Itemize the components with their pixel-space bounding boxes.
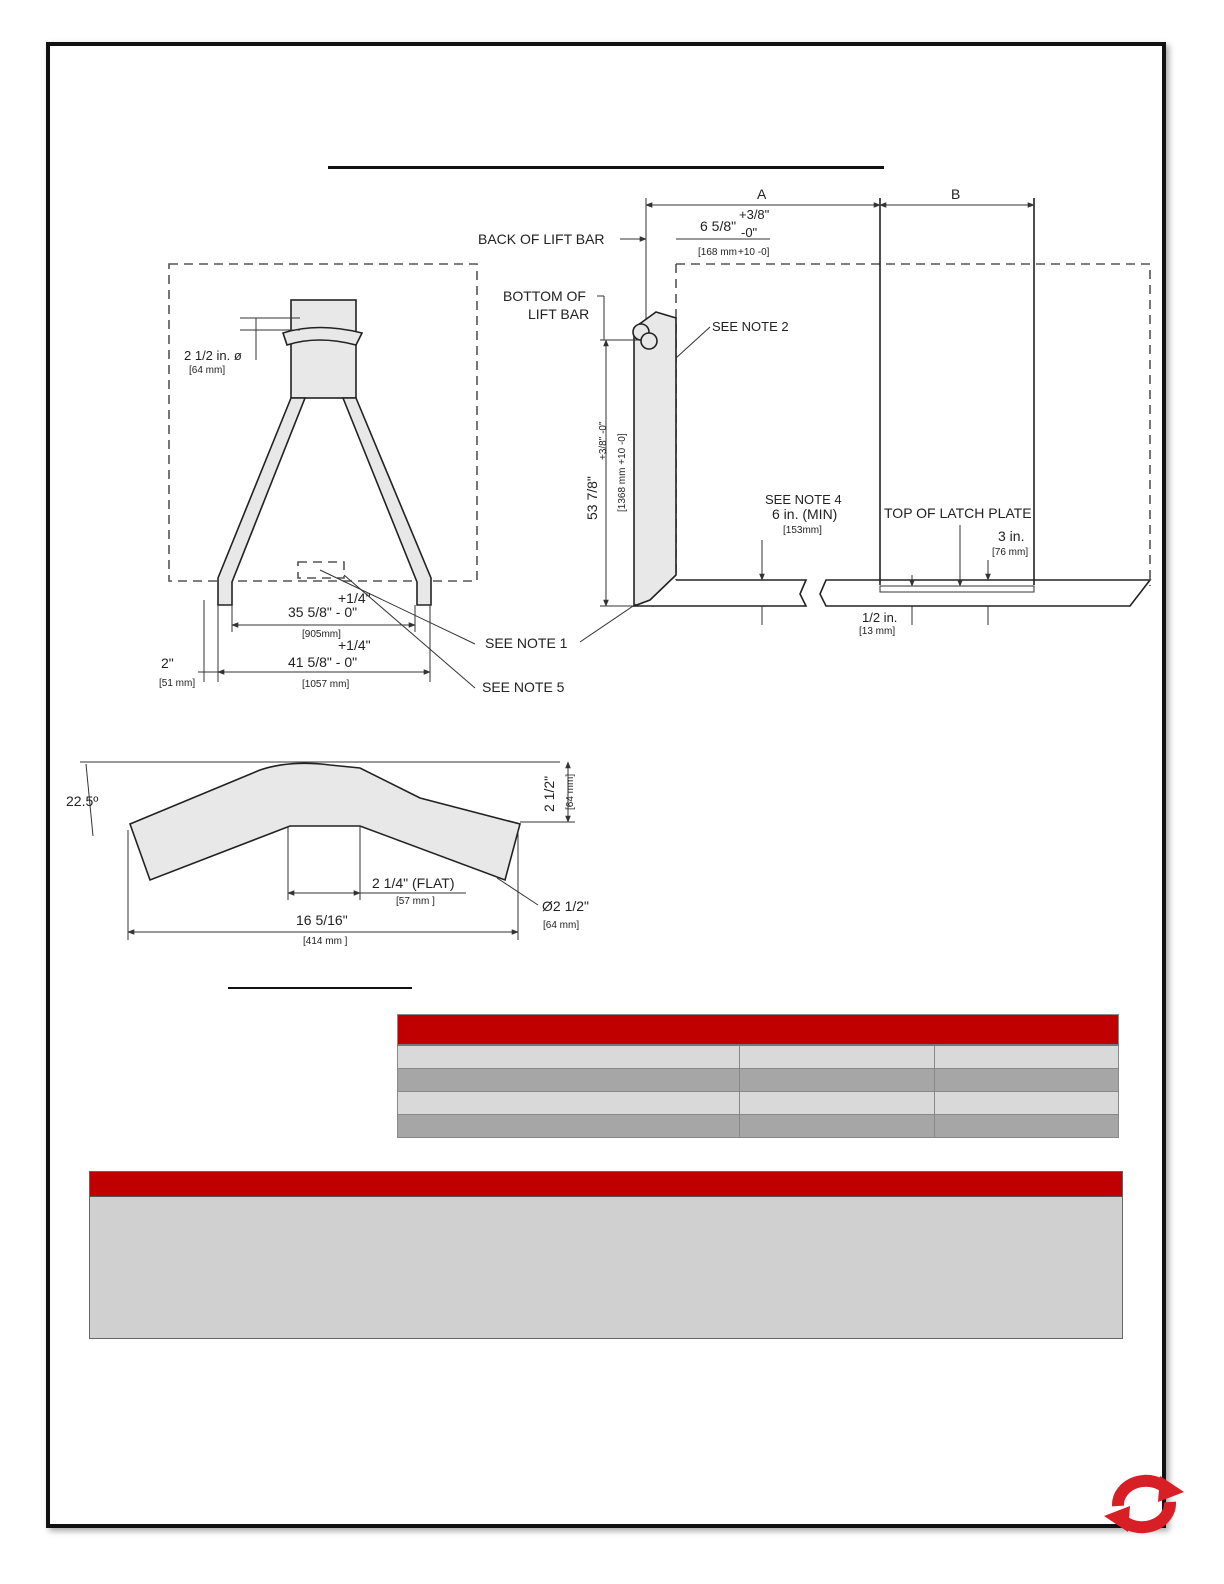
- plate-dimension: 1/2 in.: [862, 610, 898, 625]
- min-dimension: 6 in. (MIN): [772, 506, 838, 522]
- latch-dimension: 3 in.: [998, 528, 1025, 544]
- outer-width-mm: [1057 mm]: [302, 679, 350, 690]
- back-of-lift-bar-label: BACK OF LIFT BAR: [478, 231, 605, 247]
- bar-height-mm: [64 mm]: [565, 773, 576, 810]
- back-dimension: 6 5/8": [700, 218, 737, 234]
- notes-box: [89, 1171, 1123, 1339]
- lift-bar-column: [291, 300, 356, 398]
- left-leg: [218, 398, 305, 605]
- dimension-a: A: [757, 186, 767, 202]
- dimension-b: B: [951, 186, 961, 202]
- back-dimension-mm-tol: +10 -0]: [738, 247, 770, 258]
- see-note-1: SEE NOTE 1: [485, 635, 568, 651]
- spec-table-header: [398, 1015, 1119, 1045]
- bar-detail-view: [66, 762, 589, 947]
- table-row: [398, 1114, 1119, 1137]
- section-underline: [228, 987, 412, 989]
- table-cell: [398, 1068, 740, 1091]
- bent-bar-profile: [130, 763, 520, 880]
- table-cell: [740, 1091, 935, 1114]
- see-note-2: SEE NOTE 2: [712, 319, 789, 334]
- circular-arrows-logo-icon: [1098, 1462, 1190, 1546]
- inner-width-mm: [905mm]: [302, 629, 341, 640]
- table-cell: [398, 1091, 740, 1114]
- height-dimension: 53 7/8": [584, 476, 600, 520]
- side-view-envelope: [676, 264, 1150, 586]
- bend-angle: 22.5º: [66, 793, 99, 809]
- back-dimension-mm: [168 mm: [698, 247, 737, 258]
- bar-length-mm: [414 mm ]: [303, 936, 348, 947]
- bar-diameter: Ø2 1/2": [542, 898, 589, 914]
- table-cell: [935, 1045, 1119, 1069]
- table-cell: [740, 1068, 935, 1091]
- back-tolerance-plus: +3/8": [739, 207, 770, 222]
- spec-table: [397, 1014, 1119, 1138]
- flat-dimension-mm: [57 mm ]: [396, 896, 435, 907]
- see-note-5: SEE NOTE 5: [482, 679, 565, 695]
- latch-plate: [880, 586, 1034, 592]
- outer-width-tolerance: +1/4": [338, 637, 371, 653]
- table-cell: [398, 1114, 740, 1137]
- base-plate-right: [820, 580, 1150, 606]
- table-row: [398, 1091, 1119, 1114]
- see-note-4: SEE NOTE 4: [765, 492, 842, 507]
- table-row: [398, 1068, 1119, 1091]
- bottom-of-lift-bar-label-2: LIFT BAR: [528, 306, 590, 322]
- table-cell: [740, 1114, 935, 1137]
- bar-diameter-mm: [64 mm]: [543, 920, 580, 931]
- table-cell: [935, 1068, 1119, 1091]
- table-cell: [740, 1045, 935, 1069]
- latch-dimension-mm: [76 mm]: [992, 547, 1029, 558]
- table-row: [398, 1045, 1119, 1069]
- top-of-latch-plate-label: TOP OF LATCH PLATE: [884, 505, 1032, 521]
- front-view: [159, 264, 568, 695]
- plate-dimension-mm: [13 mm]: [859, 626, 896, 637]
- offset-dimension: 2": [161, 655, 174, 671]
- bar-height: 2 1/2": [541, 775, 557, 812]
- offset-mm: [51 mm]: [159, 678, 196, 689]
- lift-bar-side-profile: [634, 312, 676, 606]
- right-leg: [343, 398, 431, 605]
- table-cell: [398, 1045, 740, 1069]
- min-dimension-mm: [153mm]: [783, 525, 822, 536]
- inner-width-dimension: 35 5/8" - 0": [288, 604, 358, 620]
- pin-circle-2: [641, 333, 657, 349]
- pin-diameter-mm: [64 mm]: [189, 365, 226, 376]
- table-cell: [935, 1091, 1119, 1114]
- table-cell: [935, 1114, 1119, 1137]
- height-tolerance: +3/8" -0": [598, 421, 609, 460]
- back-tolerance-minus: -0": [741, 225, 758, 240]
- inner-width-tolerance: +1/4": [338, 590, 371, 606]
- bottom-of-lift-bar-label-1: BOTTOM OF: [503, 288, 586, 304]
- bar-length: 16 5/16": [296, 912, 348, 928]
- outer-width-dimension: 41 5/8" - 0": [288, 654, 358, 670]
- side-view: [478, 186, 1150, 642]
- pin-diameter-label: 2 1/2 in. ø: [184, 348, 242, 363]
- notes-header: [90, 1172, 1122, 1197]
- flat-dimension: 2 1/4" (FLAT): [372, 875, 455, 891]
- height-mm: [1368 mm +10 -0]: [617, 433, 628, 512]
